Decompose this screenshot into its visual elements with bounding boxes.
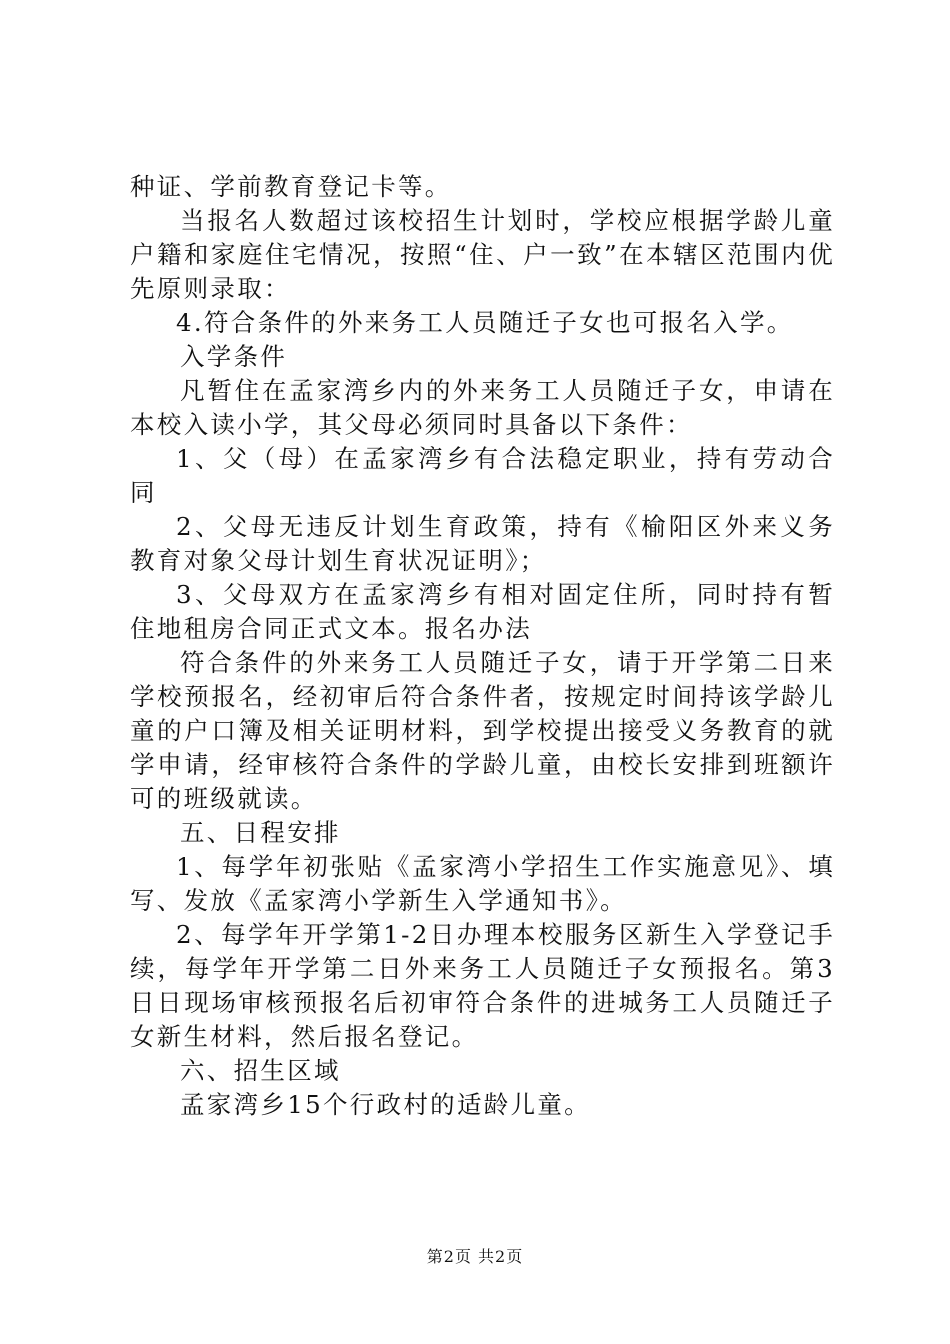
page-footer: 第2页 共2页	[426, 1247, 524, 1266]
section-heading-schedule: 五、日程安排	[180, 818, 341, 847]
paragraph-item-4: 4.符合条件的外来务工人员随迁子女也可报名入学。	[176, 308, 794, 337]
paragraph-schedule-2: 2、每学年开学第1-2日办理本校服务区新生入学登记手续，每学年开学第二日外来务工人员随迁子女预报名。第3日日现场审核预报名后初审符合条件的进城务工人员随迁子女新生材料，然后报名登记。	[130, 920, 835, 1051]
section-heading-admission-conditions: 入学条件	[180, 342, 288, 371]
paragraph-continuation: 种证、学前教育登记卡等。	[130, 172, 452, 201]
paragraph-condition-1: 1、父（母）在孟家湾乡有合法稳定职业，持有劳动合同	[130, 444, 835, 507]
document-body	[130, 170, 835, 1122]
paragraph-condition-2: 2、父母无违反计划生育政策，持有《榆阳区外来义务教育对象父母计划生育状况证明》；	[130, 512, 835, 575]
paragraph-admission-priority: 当报名人数超过该校招生计划时，学校应根据学龄儿童户籍和家庭住宅情况，按照“住、户一致”在本辖区范围内优先原则录取：	[130, 206, 835, 303]
paragraph-condition-3: 3、父母双方在孟家湾乡有相对固定住所，同时持有暂住地租房合同正式文本。报名办法	[130, 580, 835, 643]
paragraph-registration-method: 符合条件的外来务工人员随迁子女，请于开学第二日来学校预报名，经初审后符合条件者，按规定时间持该学龄儿童的户口簿及相关证明材料，到学校提出接受义务教育的就学申请，经审核符合条件的学龄儿童，由校长安排到班额许可的班级就读。	[130, 648, 835, 813]
paragraph-enrollment-area: 孟家湾乡15个行政村的适龄儿童。	[180, 1090, 591, 1119]
paragraph-schedule-1: 1、每学年初张贴《孟家湾小学招生工作实施意见》、填写、发放《孟家湾小学新生入学通知书》。	[130, 852, 835, 915]
section-heading-enrollment-area: 六、招生区域	[180, 1056, 341, 1085]
paragraph-conditions-intro: 凡暂住在孟家湾乡内的外来务工人员随迁子女，申请在本校入读小学，其父母必须同时具备以下条件：	[130, 376, 835, 439]
